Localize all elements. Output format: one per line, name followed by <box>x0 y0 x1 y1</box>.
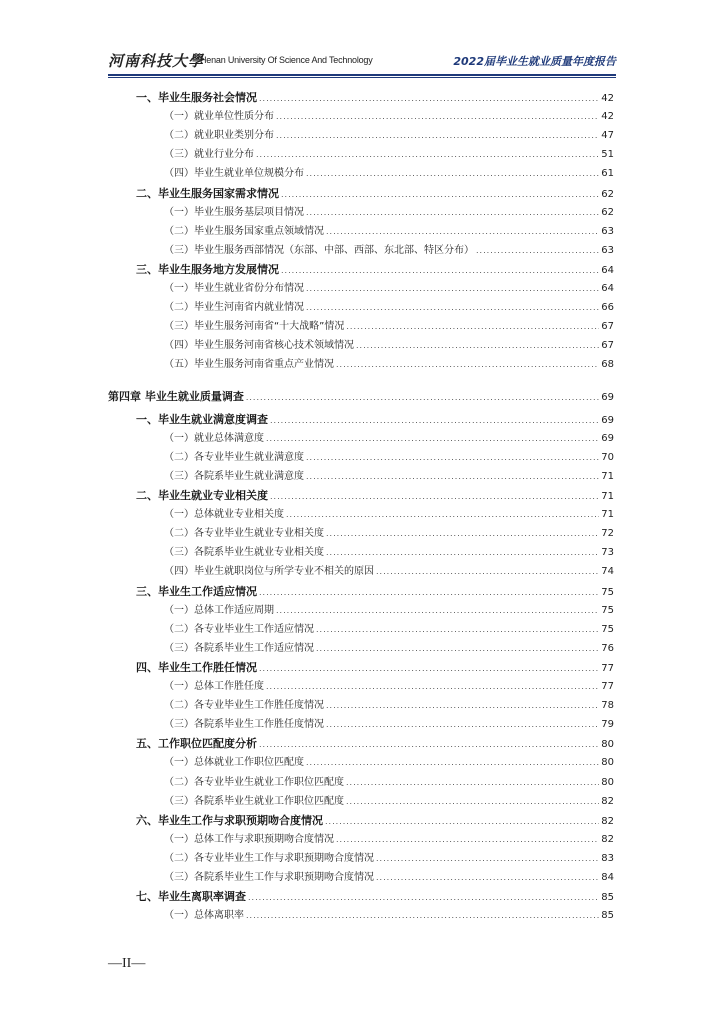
toc-subsection-entry[interactable] <box>164 640 614 658</box>
toc-entry-title: （二）各专业毕业生工作与求职预期吻合度情况 <box>164 852 374 864</box>
toc-subsection-entry[interactable] <box>164 754 614 772</box>
toc-subsection-entry[interactable] <box>164 716 614 734</box>
toc-entry-page: 64 <box>601 264 614 276</box>
toc-entry-title: （一）总体工作适应周期 <box>164 604 274 616</box>
toc-leader-dots <box>306 165 599 183</box>
toc-leader-dots <box>246 907 599 925</box>
page-number: —II— <box>108 956 146 971</box>
toc-chapter-entry[interactable] <box>108 388 614 406</box>
toc-section-entry[interactable] <box>136 812 614 830</box>
toc-leader-dots <box>248 889 599 907</box>
toc-subsection-entry[interactable] <box>164 165 614 183</box>
toc-section-entry[interactable] <box>136 261 614 279</box>
toc-entry-page: 62 <box>601 206 614 218</box>
toc-leader-dots <box>346 793 599 811</box>
toc-entry-page: 75 <box>601 586 614 598</box>
toc-subsection-entry[interactable] <box>164 774 614 792</box>
toc-entry-page: 79 <box>601 719 614 731</box>
toc-entry-title: （一）毕业生就业省份分布情况 <box>164 283 304 294</box>
toc-leader-dots <box>316 640 599 658</box>
toc-section-entry[interactable] <box>136 583 614 601</box>
toc-entry-title: 四、毕业生工作胜任情况 <box>136 660 257 674</box>
toc-subsection-entry[interactable] <box>164 525 614 543</box>
toc-leader-dots <box>346 318 599 336</box>
toc-entry-page: 83 <box>601 852 614 864</box>
header-divider <box>108 74 616 76</box>
toc-entry-page: 73 <box>601 547 614 559</box>
toc-leader-dots <box>276 127 599 145</box>
toc-entry-title: （二）各专业毕业生工作胜任度情况 <box>164 700 324 712</box>
toc-leader-dots <box>306 754 599 772</box>
toc-subsection-entry[interactable] <box>164 678 614 696</box>
toc-leader-dots <box>376 850 599 868</box>
toc-entry-title: 七、毕业生离职率调查 <box>136 890 246 904</box>
toc-leader-dots <box>281 186 599 204</box>
toc-entry-title: （一）毕业生服务基层项目情况 <box>164 206 304 218</box>
toc-entry-page: 77 <box>601 681 614 692</box>
toc-leader-dots <box>326 544 599 562</box>
toc-entry-page: 74 <box>601 566 614 578</box>
toc-entry-title: （三）毕业生服务西部情况（东部、中部、西部、东北部、特区分布） <box>164 244 474 256</box>
toc-entry-page: 47 <box>601 130 614 142</box>
toc-subsection-entry[interactable] <box>164 621 614 639</box>
toc-entry-title: （一）总体工作与求职预期吻合度情况 <box>164 833 334 845</box>
toc-entry-page: 67 <box>601 340 614 352</box>
toc-leader-dots <box>326 716 599 734</box>
toc-entry-title: （三）毕业生服务河南省“十大战略”情况 <box>164 321 345 333</box>
toc-entry-page: 75 <box>601 623 614 635</box>
toc-entry-title: （一）就业单位性质分布 <box>164 111 274 123</box>
toc-leader-dots <box>270 412 599 430</box>
toc-entry-title: （二）各专业毕业生就业满意度 <box>164 451 304 463</box>
toc-entry-title: （三）各院系毕业生就业满意度 <box>164 470 304 482</box>
toc-entry-title: （三）各院系毕业生工作与求职预期吻合度情况 <box>164 872 374 883</box>
toc-entry-page: 85 <box>601 910 614 922</box>
toc-entry-page: 76 <box>601 642 614 654</box>
toc-entry-page: 82 <box>601 833 614 845</box>
toc-subsection-entry[interactable] <box>164 223 614 241</box>
toc-leader-dots <box>336 356 599 374</box>
toc-entry-title: 五、工作职位匹配度分析 <box>136 737 257 751</box>
header-divider-thin <box>108 77 616 78</box>
toc-leader-dots <box>306 299 599 317</box>
toc-subsection-entry[interactable] <box>164 602 614 620</box>
toc-subsection-entry[interactable] <box>164 146 614 164</box>
toc-entry-title: （二）各专业毕业生就业工作职位匹配度 <box>164 776 344 788</box>
toc-entry-page: 63 <box>601 225 614 237</box>
toc-entry-page: 75 <box>601 604 614 616</box>
toc-subsection-entry[interactable] <box>164 506 614 524</box>
toc-entry-title: 一、毕业生就业满意度调查 <box>136 412 268 426</box>
university-logo-en: Henan University Of Science And Technology <box>200 55 373 65</box>
toc-leader-dots <box>259 660 599 678</box>
toc-subsection-entry[interactable] <box>164 280 614 298</box>
toc-entry-page: 72 <box>601 528 614 540</box>
toc-entry-title: （五）毕业生服务河南省重点产业情况 <box>164 359 334 371</box>
toc-leader-dots <box>270 488 599 506</box>
toc-entry-title: （四）毕业生就业单位规模分布 <box>164 168 304 180</box>
university-logo-cn: 河南科技大學 <box>108 52 205 70</box>
toc-leader-dots <box>259 90 599 108</box>
toc-entry-title: （三）就业行业分布 <box>164 149 254 161</box>
toc-entry-page: 80 <box>601 757 614 769</box>
toc-entry-title: （三）各院系毕业生工作适应情况 <box>164 642 314 654</box>
toc-subsection-entry[interactable] <box>164 430 614 448</box>
toc-entry-page: 67 <box>601 321 614 333</box>
toc-entry-title: 六、毕业生工作与求职预期吻合度情况 <box>136 813 323 827</box>
toc-subsection-entry[interactable] <box>164 337 614 355</box>
toc-entry-title: 三、毕业生工作适应情况 <box>136 584 257 598</box>
toc-entry-title: （一）总体离职率 <box>164 910 244 922</box>
toc-subsection-entry[interactable] <box>164 544 614 562</box>
toc-entry-page: 71 <box>601 470 614 482</box>
toc-subsection-entry[interactable] <box>164 127 614 145</box>
toc-subsection-entry[interactable] <box>164 468 614 486</box>
toc-entry-page: 69 <box>601 432 614 444</box>
toc-subsection-entry[interactable] <box>164 108 614 126</box>
toc-leader-dots <box>266 430 599 448</box>
page-header <box>108 50 616 72</box>
toc-leader-dots <box>286 506 599 524</box>
toc-leader-dots <box>306 204 599 222</box>
toc-entry-page: 61 <box>601 168 614 180</box>
toc-subsection-entry[interactable] <box>164 907 614 925</box>
toc-entry-page: 68 <box>601 359 614 371</box>
toc-entry-title: （二）各专业毕业生就业专业相关度 <box>164 528 324 540</box>
toc-entry-title: （一）就业总体满意度 <box>164 432 264 444</box>
toc-entry-page: 62 <box>601 188 614 200</box>
toc-entry-page: 69 <box>601 414 614 426</box>
toc-subsection-entry[interactable] <box>164 449 614 467</box>
toc-subsection-entry[interactable] <box>164 831 614 849</box>
toc-entry-page: 82 <box>601 815 614 827</box>
toc-entry-title: 二、毕业生服务国家需求情况 <box>136 186 279 200</box>
toc-subsection-entry[interactable] <box>164 356 614 374</box>
toc-entry-page: 71 <box>601 509 614 521</box>
toc-entry-title: （三）各院系毕业生就业专业相关度 <box>164 547 324 559</box>
toc-leader-dots <box>259 736 599 754</box>
toc-entry-title: （一）总体就业专业相关度 <box>164 509 284 521</box>
toc-entry-page: 51 <box>601 149 614 161</box>
toc-subsection-entry[interactable] <box>164 850 614 868</box>
toc-entry-page: 85 <box>601 892 614 904</box>
toc-leader-dots <box>276 108 599 126</box>
toc-entry-page: 64 <box>601 283 614 294</box>
toc-entry-page: 82 <box>601 795 614 807</box>
toc-entry-title: 三、毕业生服务地方发展情况 <box>136 262 279 276</box>
toc-section-entry[interactable] <box>136 185 614 203</box>
toc-entry-title: （二）就业职业类别分布 <box>164 130 274 142</box>
toc-entry-page: 42 <box>601 111 614 123</box>
toc-leader-dots <box>306 468 599 486</box>
toc-section-entry[interactable] <box>136 888 614 906</box>
toc-entry-page: 69 <box>601 391 614 403</box>
toc-leader-dots <box>281 262 599 280</box>
toc-subsection-entry[interactable] <box>164 869 614 887</box>
toc-entry-page: 66 <box>601 302 614 314</box>
toc-section-entry[interactable] <box>136 487 614 505</box>
toc-entry-title: 一、毕业生服务社会情况 <box>136 91 257 104</box>
toc-entry-title: （三）各院系毕业生工作胜任度情况 <box>164 719 324 731</box>
toc-entry-page: 42 <box>601 93 614 104</box>
toc-entry-page: 80 <box>601 739 614 751</box>
toc-leader-dots <box>326 525 599 543</box>
toc-entry-title: （一）总体就业工作职位匹配度 <box>164 757 304 769</box>
toc-entry-title: （三）各院系毕业生就业工作职位匹配度 <box>164 795 344 807</box>
toc-subsection-entry[interactable] <box>164 563 614 581</box>
toc-subsection-entry[interactable] <box>164 697 614 715</box>
toc-leader-dots <box>376 563 599 581</box>
toc-leader-dots <box>325 813 599 831</box>
toc-leader-dots <box>346 774 599 792</box>
toc-leader-dots <box>259 584 599 602</box>
report-title: 2022届毕业生就业质量年度报告 <box>453 55 616 68</box>
toc-leader-dots <box>306 449 599 467</box>
toc-leader-dots <box>246 389 599 407</box>
toc-entry-page: 63 <box>601 244 614 256</box>
toc-entry-page: 77 <box>601 662 614 674</box>
toc-entry-title: （一）总体工作胜任度 <box>164 681 264 692</box>
toc-entry-page: 84 <box>601 872 614 883</box>
toc-entry-page: 71 <box>601 491 614 502</box>
toc-leader-dots <box>266 678 599 696</box>
toc-leader-dots <box>276 602 599 620</box>
toc-leader-dots <box>336 831 599 849</box>
toc-subsection-entry[interactable] <box>164 242 614 260</box>
toc-entry-page: 78 <box>601 700 614 712</box>
toc-entry-title: （四）毕业生服务河南省核心技术领域情况 <box>164 340 354 352</box>
toc-entry-title: （二）各专业毕业生工作适应情况 <box>164 623 314 635</box>
toc-subsection-entry[interactable] <box>164 793 614 811</box>
toc-leader-dots <box>326 697 599 715</box>
toc-leader-dots <box>476 242 599 260</box>
toc-subsection-entry[interactable] <box>164 204 614 222</box>
toc-section-entry[interactable] <box>136 735 614 753</box>
toc-leader-dots <box>376 869 599 887</box>
toc-leader-dots <box>256 146 599 164</box>
toc-leader-dots <box>356 337 599 355</box>
toc-leader-dots <box>326 223 599 241</box>
toc-entry-title: （二）毕业生服务国家重点领域情况 <box>164 225 324 237</box>
toc-entry-title: （四）毕业生就职岗位与所学专业不相关的原因 <box>164 566 374 578</box>
toc-entry-title: 二、毕业生就业专业相关度 <box>136 489 268 502</box>
toc-section-entry[interactable] <box>136 411 614 429</box>
toc-entry-page: 80 <box>601 776 614 788</box>
toc-entry-page: 70 <box>601 451 614 463</box>
toc-section-entry[interactable] <box>136 89 614 107</box>
toc-entry-title: 第四章 毕业生就业质量调查 <box>108 389 244 403</box>
toc-subsection-entry[interactable] <box>164 299 614 317</box>
toc-leader-dots <box>306 280 599 298</box>
toc-section-entry[interactable] <box>136 659 614 677</box>
toc-entry-title: （二）毕业生河南省内就业情况 <box>164 302 304 314</box>
toc-subsection-entry[interactable] <box>164 318 614 336</box>
toc-leader-dots <box>316 621 599 639</box>
